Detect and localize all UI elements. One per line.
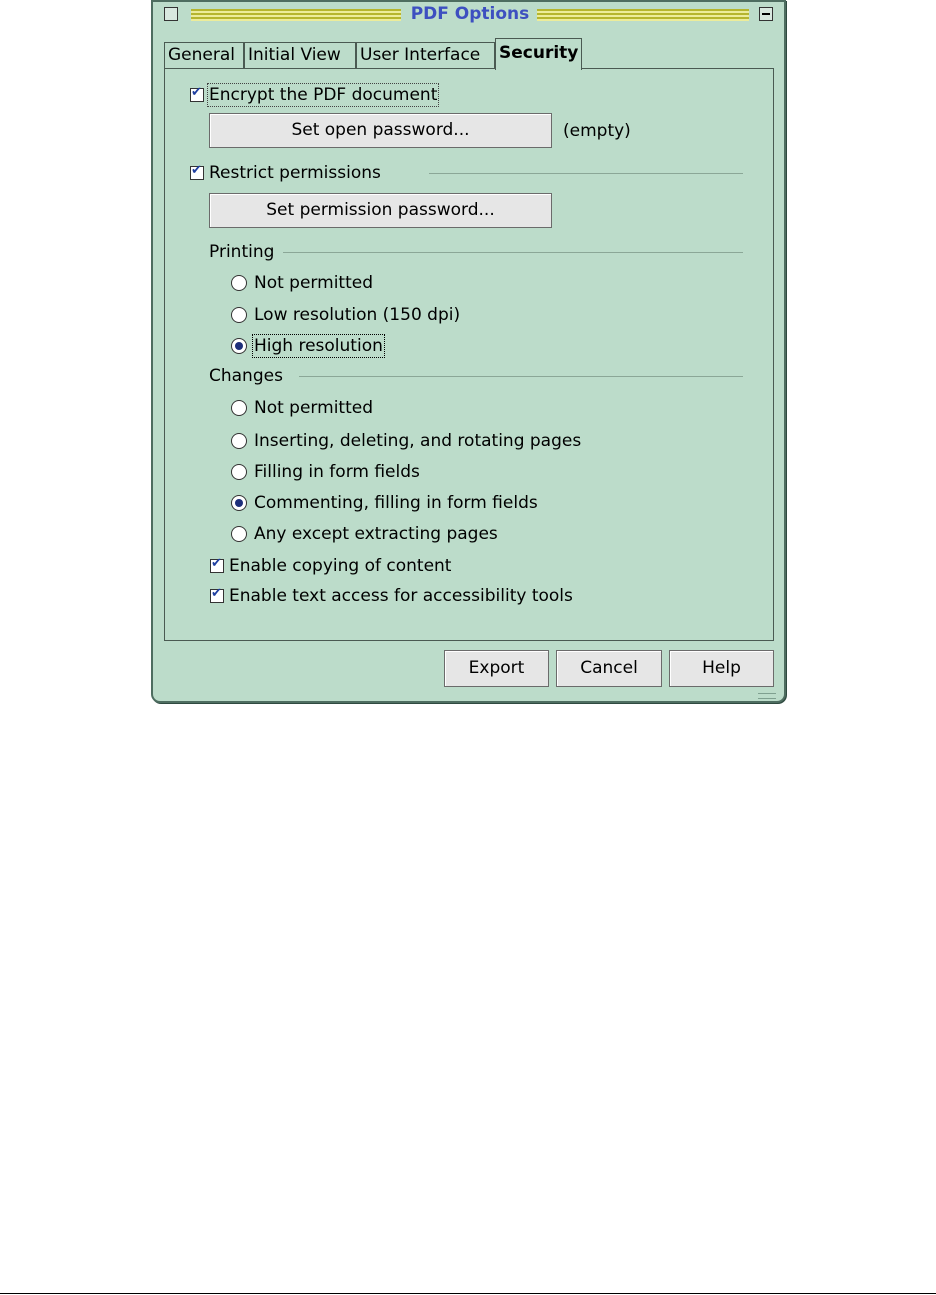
restrict-separator <box>429 173 743 174</box>
changes-commenting-filling[interactable] <box>231 493 538 513</box>
changes-not-permitted[interactable] <box>231 398 373 418</box>
window-menu-button[interactable] <box>164 7 178 21</box>
changes-not-permitted-label: Not permitted <box>254 398 373 418</box>
changes-heading: Changes <box>209 366 283 386</box>
minimize-button[interactable] <box>759 7 773 21</box>
printing-heading: Printing <box>209 242 275 262</box>
changes-not-permitted-radio[interactable] <box>231 400 247 416</box>
help-button[interactable]: Help <box>669 650 774 687</box>
changes-filling-form-fields[interactable] <box>231 462 420 482</box>
printing-not-permitted-label: Not permitted <box>254 273 373 293</box>
resize-grip[interactable] <box>758 693 776 699</box>
pdf-options-dialog <box>151 0 786 703</box>
title-bar-grip-left <box>191 9 401 21</box>
changes-any-except-extracting[interactable] <box>231 524 498 544</box>
tab-general[interactable]: General <box>164 42 244 68</box>
title-bar[interactable] <box>153 2 784 29</box>
tab-security[interactable]: Security <box>495 38 582 70</box>
enable-accessibility-checkbox-box[interactable] <box>210 589 224 603</box>
changes-commenting-radio[interactable] <box>231 495 247 511</box>
enable-copying-checkbox[interactable] <box>210 556 451 576</box>
enable-accessibility-checkbox[interactable] <box>210 586 573 606</box>
changes-separator <box>299 376 743 377</box>
restrict-permissions-checkbox[interactable] <box>190 163 381 183</box>
changes-inserting-label: Inserting, deleting, and rotating pages <box>254 431 582 451</box>
printing-separator <box>283 252 743 253</box>
set-open-password-button[interactable]: Set open password... <box>209 113 552 148</box>
enable-accessibility-label: Enable text access for accessibility tools <box>229 586 573 606</box>
export-button[interactable]: Export <box>444 650 549 687</box>
changes-inserting-radio[interactable] <box>231 433 247 449</box>
changes-filling-radio[interactable] <box>231 464 247 480</box>
printing-high-resolution-label: High resolution <box>254 336 383 356</box>
printing-low-resolution-label: Low resolution (150 dpi) <box>254 305 461 325</box>
restrict-checkbox-box[interactable] <box>190 166 204 180</box>
changes-inserting-deleting-rotating[interactable] <box>231 431 581 451</box>
open-password-status: (empty) <box>563 121 631 141</box>
security-tab-panel <box>164 68 774 641</box>
encrypt-label: Encrypt the PDF document <box>209 85 438 105</box>
window-title: PDF Options <box>410 4 530 24</box>
printing-low-resolution-radio[interactable] <box>231 307 247 323</box>
printing-not-permitted-radio[interactable] <box>231 275 247 291</box>
enable-copying-checkbox-box[interactable] <box>210 559 224 573</box>
printing-low-resolution[interactable] <box>231 305 460 325</box>
printing-not-permitted[interactable] <box>231 273 373 293</box>
printing-high-resolution-radio[interactable] <box>231 338 247 354</box>
printing-high-resolution[interactable] <box>231 336 383 356</box>
encrypt-checkbox-box[interactable] <box>190 88 204 102</box>
tab-user-interface[interactable]: User Interface <box>356 42 495 68</box>
title-bar-grip-right <box>537 9 749 21</box>
changes-any-except-radio[interactable] <box>231 526 247 542</box>
set-permission-password-button[interactable]: Set permission password... <box>209 193 552 228</box>
enable-copying-label: Enable copying of content <box>229 556 452 576</box>
cancel-button[interactable]: Cancel <box>556 650 662 687</box>
restrict-permissions-label: Restrict permissions <box>209 163 381 183</box>
changes-filling-label: Filling in form fields <box>254 462 420 482</box>
tab-initial-view[interactable]: Initial View <box>244 42 356 68</box>
changes-commenting-label: Commenting, filling in form fields <box>254 493 538 513</box>
encrypt-checkbox[interactable] <box>190 85 437 105</box>
changes-any-except-label: Any except extracting pages <box>254 524 498 544</box>
page-bottom-rule <box>0 1293 936 1294</box>
